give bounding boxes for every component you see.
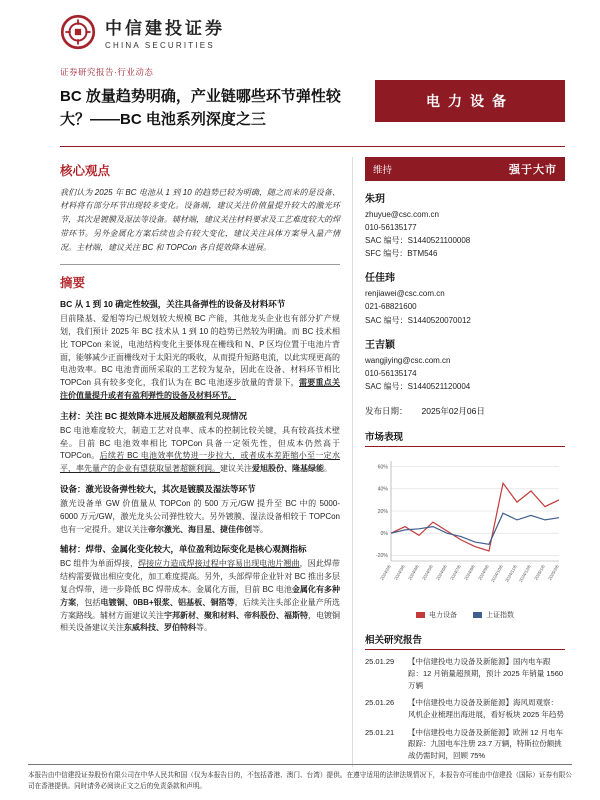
svg-text:2024/7/6: 2024/7/6	[449, 564, 462, 582]
analyst-detail: renjiawei@csc.com.cn	[365, 289, 445, 299]
publish-date-label: 发布日期：	[365, 406, 408, 417]
report-title-text: 【中信建投电力设备及新能源】欧洲 12 月电车跟踪：九国电车注册 23.7 万辆，特斯拉份额挑战仍需时间，回顾 75%	[408, 727, 564, 760]
related-reports-list	[365, 656, 565, 761]
content	[60, 157, 565, 768]
sidebar	[352, 157, 565, 768]
core-view-heading: 核心观点	[60, 163, 111, 178]
svg-text:20%: 20%	[377, 509, 388, 516]
analysts	[365, 190, 565, 394]
company-logo	[60, 14, 565, 50]
svg-text:2025/1/6: 2025/1/6	[533, 564, 546, 582]
summary-section	[60, 543, 340, 635]
analyst-detail: SAC 编号：S1440521100008	[365, 235, 471, 245]
svg-text:2024/8/6: 2024/8/6	[463, 564, 476, 582]
legend-swatch-icon	[416, 612, 425, 618]
title-block	[60, 66, 360, 132]
company-name-en: CHINA SECURITIES	[105, 41, 215, 50]
analyst-name: 任佳玮	[365, 273, 395, 285]
summary-section	[60, 298, 340, 403]
svg-text:2024/4/6: 2024/4/6	[407, 564, 420, 582]
svg-text:2024/9/6: 2024/9/6	[477, 564, 490, 582]
summary-sections	[60, 298, 340, 635]
rating-action: 维持	[373, 164, 393, 176]
summary-section-heading: BC 从 1 到 10 确定性较强，关注具备弹性的设备及材料环节	[60, 299, 286, 310]
analyst-detail: 010-56135174	[365, 369, 417, 378]
analyst-detail: SAC 编号：S1440520070012	[365, 315, 471, 325]
publish-date-row	[365, 405, 565, 417]
company-name-cn: 中信建投证券	[105, 19, 225, 38]
report-date: 25.01.29	[365, 657, 395, 667]
legend-swatch-icon	[473, 612, 482, 618]
rating-value: 强于大市	[509, 163, 557, 176]
svg-text:2024/6/6: 2024/6/6	[435, 564, 448, 582]
analyst-card	[365, 269, 565, 327]
report-type-label: 证券研究报告·行业动态	[60, 67, 154, 77]
summary-heading: 摘要	[60, 276, 86, 291]
market-performance-heading: 市场表现	[365, 429, 565, 447]
summary-section-heading: 辅材：焊带、金属化变化较大，单位盈利边际变化是核心观测指标	[60, 544, 307, 555]
summary-section-body: BC 组件为单面焊接，焊接应力造成焊接过程中容易出现电池片翘曲，因此焊带结构需要做出相应变化，加工难度提高。另外，头部焊带企业针对 BC 推出多层复合焊带，进一步降低 BC 焊带成本。金属化方面，目前 BC 电池金属化有多种方案，包括电镀铜、0BB+银浆、铝基板、铜箔等，后续关注头部企业量产所选方案路线。辅材方面建议关注宇邦新材、聚和材料、帝科股份、福斯特，电镀铜相关设备建议关注东威科技、罗伯特科等。	[60, 559, 341, 633]
analyst-detail: SAC 编号：S1440521120004	[365, 382, 471, 392]
svg-text:2024/10/6: 2024/10/6	[489, 564, 504, 584]
analyst-name: 朱玥	[365, 193, 385, 205]
industry-badge: 电力设备	[375, 80, 565, 122]
main-column	[60, 157, 352, 768]
analyst-detail: SFC 编号：BTM546	[365, 249, 438, 259]
header	[0, 0, 600, 50]
related-report-item	[365, 697, 565, 720]
summary-section-body: 目前隆基、爱旭等均已规划较大规模 BC 产能，其他龙头企业也有部分扩产规划，我们预计 2025 年 BC 技术从 1 到 10 的趋势已然较为明确。而 BC 技术相比 TOPCon 来说，电池结构变化主要体现在栅线和 N、P 区均位置于电池片背面，能够减少正面栅线对于太阳光的吸收，从而提升短路电流，以此实现更高的电池效率。BC 电池背面所采取的工艺较为复杂，因此在设备、材料环节相比 TOPCon 具有较多变化，我们认为在 BC 电池逐步放量的背景下，需要重点关注价值量提升或者有盈利弹性的设备及材料环节。	[60, 314, 340, 401]
svg-text:2025/2/6: 2025/2/6	[547, 564, 560, 582]
analyst-card	[365, 336, 565, 394]
svg-text:60%: 60%	[377, 464, 388, 471]
analyst-detail: zhuyue@csc.com.cn	[365, 209, 439, 219]
legend-item	[416, 610, 457, 620]
svg-text:40%: 40%	[377, 486, 388, 493]
report-date: 25.01.26	[365, 698, 395, 708]
related-reports-heading: 相关研究报告	[365, 632, 565, 650]
report-date: 25.01.21	[365, 727, 395, 737]
company-logo-icon	[60, 14, 96, 50]
svg-text:0%: 0%	[380, 531, 388, 538]
section-divider	[60, 264, 340, 265]
summary-section-heading: 设备：激光设备弹性较大，其次是镀膜及湿法等环节	[60, 484, 256, 495]
company-logo-text	[105, 14, 225, 50]
related-report-item	[365, 727, 565, 762]
analyst-name: 王吉颖	[365, 339, 395, 351]
legend-item	[473, 610, 514, 620]
rating-bar	[365, 157, 565, 181]
summary-section-body: BC 电池难度较大，制造工艺对良率、成本的控制比较关键，具有较高技术壁垒。目前 BC 电池效率相比 TOPCon 具备一定领先性，但成本仍然高于 TOPCon。后续若 BC 电池效率优势进一步拉大，或者成本差距缩小至一定水平，率先量产的企业有望获取显著超额利润。建议关注爱旭股份、隆基绿能。	[60, 425, 340, 474]
market-chart-svg	[365, 453, 565, 603]
legend-label: 电力设备	[429, 612, 457, 620]
summary-section	[60, 410, 340, 476]
publish-date-value: 2025年02月06日	[421, 406, 485, 417]
legend-label: 上证指数	[486, 612, 514, 620]
chart-legend	[365, 610, 565, 620]
core-view-body: 我们认为 2025 年 BC 电池从 1 到 10 的趋势已较为明确，随之而来的是设备、材料将有部分环节出现较多变化。设备端，建议关注价值量提升较大的激光环节，其次是镀膜及湿法等设备。辅材端，建议关注材料要求及工艺难度较大的焊带环节。另外金属化方案后续也会有较大变化，建议关注具体方案导入量产情况。主材端，建议关注 BC 和 TOPCon 各自提效降本进展。	[60, 187, 340, 252]
svg-text:2024/11/6: 2024/11/6	[504, 564, 518, 584]
summary-section-body: 激光设备单 GW 价值量从 TOPCon 的 500 万元/GW 提升至 BC 中的 5000-6000 万元/GW，激光龙头公司弹性较大。另外镀膜、湿法设备相较于 TOPCon 也有一定提升。建议关注帝尔激光、海目星、捷佳伟创等。	[60, 499, 340, 534]
related-report-item	[365, 656, 565, 691]
svg-text:2024/2/6: 2024/2/6	[379, 564, 392, 582]
footer-disclaimer: 本报告由中信建投证券股份有限公司在中华人民共和国（仅为本报告目的，不包括香港、澳门、台湾）提供。在遵守适用的法律法规情况下，本报告亦可能由中信建投（国际）证券有限公司在香港提供。同时请务必阅读正文之后的免责条款和声明。	[28, 764, 572, 792]
analyst-card	[365, 190, 565, 261]
svg-text:2024/5/6: 2024/5/6	[421, 564, 434, 582]
summary-section	[60, 483, 340, 536]
summary-section-heading: 主材：关注 BC 提效降本进展及超额盈利兑现情况	[60, 410, 248, 421]
analyst-detail: 021-68821600	[365, 302, 417, 312]
report-title-text: 【中信建投电力设备及新能源】国内电车跟踪：12 月销量超预期，预计 2025 年销量 1560 万辆	[408, 657, 564, 690]
analyst-detail: wangjiying@csc.com.cn	[365, 355, 451, 365]
header-divider	[60, 146, 565, 147]
report-title-text: 【中信建投电力设备及新能源】海风周观察：风机企业梳理出海进展，看好板块 2025 年趋势	[408, 698, 564, 719]
title-row	[60, 66, 565, 132]
svg-text:2024/12/6: 2024/12/6	[517, 564, 532, 584]
svg-text:2024/3/6: 2024/3/6	[393, 564, 406, 582]
market-performance-chart	[365, 453, 565, 620]
svg-text:-20%: -20%	[375, 553, 388, 560]
analyst-detail: 010-56135177	[365, 222, 417, 232]
report-title: BC 放量趋势明确，产业链哪些环节弹性较大？——BC 电池系列深度之三	[60, 88, 341, 129]
